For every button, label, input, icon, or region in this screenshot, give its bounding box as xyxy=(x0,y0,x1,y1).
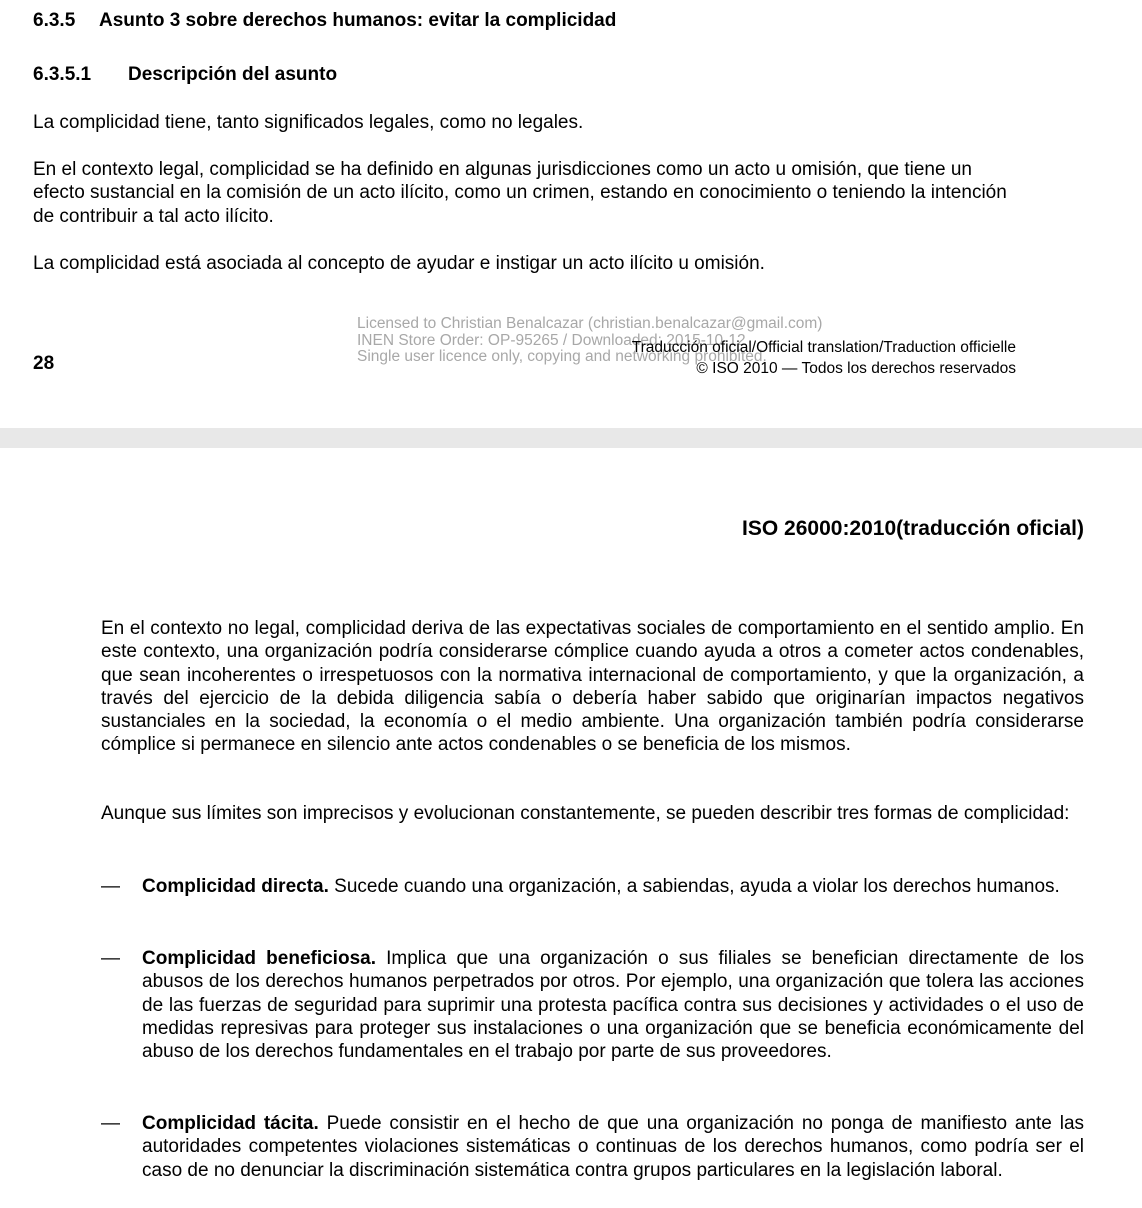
page-number: 28 xyxy=(33,353,55,374)
paragraph: En el contexto legal, complicidad se ha definido en algunas jurisdicciones como un acto u omisión, que tiene un efecto sustancial en la comisión de un acto ilícito, como un crimen, estando en conocimiento o teniendo la intención de contribuir a tal acto ilícito. xyxy=(33,159,1007,227)
document-page-28 xyxy=(0,0,1142,428)
bullet-text: Implica que una organización o sus filiales se benefician directamente de los abusos de los derechos humanos perpetrados por otros. Por ejemplo, una organización que tolera las acciones de las fuerzas de seguridad para suprimir una protesta pacífica contra sus decisiones y actividades o el uso de medidas represivas para proteger sus instalaciones o una organización que se beneficia económicamente del abuso de los derechos fundamentales en el trabajo por parte de sus proveedores. xyxy=(142,948,1084,1063)
section-heading xyxy=(33,10,616,32)
copyright-notice: © ISO 2010 — Todos los derechos reservados xyxy=(696,360,1016,377)
dash-bullet: — xyxy=(101,1113,120,1134)
dash-bullet: — xyxy=(101,948,120,969)
paragraph: La complicidad está asociada al concepto de ayudar e instigar un acto ilícito u omisión. xyxy=(33,253,765,274)
section-number: 6.3.5 xyxy=(33,10,76,31)
paragraph: En el contexto no legal, complicidad deriva de las expectativas sociales de comportamiento en el sentido amplio. En este contexto, una organización podría considerarse cómplice cuando ayuda a otros a cometer actos condenables, que sean incoherentes o irrespetuosos con la normativa internacional de comportamiento, y que la organización, a través del ejercicio de la debida diligencia sabía o debería haber sabido que originarían impactos negativos sustanciales en la sociedad, la economía o el medio ambiente. Una organización también podría considerarse cómplice si permanece en silencio ante actos condenables o se beneficia de los mismos. xyxy=(101,618,1084,756)
paragraph: La complicidad tiene, tanto significados legales, como no legales. xyxy=(33,112,584,133)
list-item xyxy=(101,1112,1084,1182)
document-page-29 xyxy=(0,448,1142,1208)
translation-notice: Traducción oficial/Official translation/Traduction officielle xyxy=(631,339,1016,356)
page-footer xyxy=(632,337,1016,379)
bullet-text: Sucede cuando una organización, a sabiendas, ayuda a violar los derechos humanos. xyxy=(328,876,1060,897)
section-title: Asunto 3 sobre derechos humanos: evitar la complicidad xyxy=(99,10,617,31)
subsection-title: Descripción del asunto xyxy=(128,64,338,85)
page-header: ISO 26000:2010(traducción oficial) xyxy=(742,517,1084,540)
license-watermark: Licensed to Christian Benalcazar (christian.benalcazar@gmail.com) INEN Store Order: OP-95265 / Downloaded: 2015-10-12 Single user licence only, copying and networking prohibited. xyxy=(357,315,823,365)
page-separator xyxy=(0,428,1142,448)
paragraph: Aunque sus límites son imprecisos y evolucionan constantemente, se pueden describir tres formas de complicidad: xyxy=(101,803,1070,824)
dash-bullet: — xyxy=(101,876,120,897)
subsection-heading xyxy=(33,64,337,86)
bullet-text: Puede consistir en el hecho de que una organización no ponga de manifiesto ante las autoridades competentes violaciones sistemáticas o continuas de los derechos humanos, como podría ser el caso de no denunciar la discriminación sistemática contra grupos particulares en la legislación laboral. xyxy=(142,1113,1085,1181)
subsection-number: 6.3.5.1 xyxy=(33,64,92,85)
bullet-term: Complicidad beneficiosa. xyxy=(142,948,376,969)
list-item xyxy=(101,875,1084,898)
bullet-term: Complicidad tácita. xyxy=(142,1113,319,1134)
bullet-term: Complicidad directa. xyxy=(142,876,329,897)
list-item xyxy=(101,947,1084,1063)
